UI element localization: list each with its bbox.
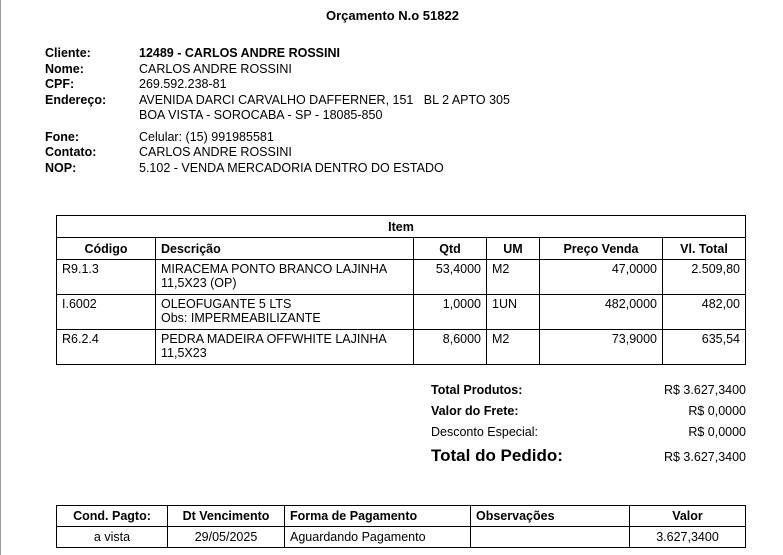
item-vl-total: 482,00	[663, 295, 746, 330]
customer-value-nome: CARLOS ANDRE ROSSINI	[139, 61, 292, 76]
item-descricao-line2: 11,5X23 (OP)	[161, 276, 237, 290]
customer-value-cliente: 12489 - CARLOS ANDRE ROSSINI	[139, 46, 340, 60]
item-descricao	[156, 330, 414, 365]
item-qtd: 1,0000	[414, 295, 487, 330]
items-col-preco-venda: Preço Venda	[540, 238, 663, 260]
totals-value-frete: R$ 0,0000	[688, 404, 746, 418]
totals-label-produtos: Total Produtos:	[431, 383, 523, 397]
payment-col-observacoes: Observações	[471, 506, 630, 527]
item-um: 1UN	[487, 295, 540, 330]
items-col-descricao: Descrição	[156, 238, 414, 260]
item-preco-venda: 73,9000	[540, 330, 663, 365]
items-col-qtd: Qtd	[414, 238, 487, 260]
item-codigo: R6.2.4	[57, 330, 156, 365]
totals-block	[431, 383, 746, 466]
table-row	[57, 527, 746, 548]
item-vl-total: 2.509,80	[663, 260, 746, 295]
item-descricao-line2: 11,5X23	[161, 346, 207, 360]
customer-row-endereco-continuation	[45, 108, 510, 124]
item-preco-venda: 482,0000	[540, 295, 663, 330]
customer-label-fone: Fone:	[45, 129, 80, 144]
item-qtd: 53,4000	[414, 260, 487, 295]
page-title: Orçamento N.o 51822	[326, 8, 459, 23]
customer-value-nop: 5.102 - VENDA MERCADORIA DENTRO DO ESTADO	[139, 160, 444, 175]
item-um: M2	[487, 330, 540, 365]
totals-value-produtos: R$ 3.627,3400	[663, 383, 746, 397]
item-preco-venda: 47,0000	[540, 260, 663, 295]
table-row	[57, 260, 746, 295]
items-table-header-row	[57, 238, 746, 260]
item-um: M2	[487, 260, 540, 295]
item-descricao-line2: Obs: IMPERMEABILIZANTE	[161, 311, 321, 325]
payment-valor: 3.627,3400	[630, 527, 746, 548]
totals-label-frete: Valor do Frete:	[431, 404, 519, 418]
item-codigo: R9.1.3	[57, 260, 156, 295]
totals-row-frete	[431, 404, 746, 418]
item-descricao-line1: MIRACEMA PONTO BRANCO LAJINHA	[161, 262, 388, 276]
items-table-group-header: Item	[57, 216, 746, 238]
item-descricao	[156, 295, 414, 330]
customer-info-block	[45, 46, 510, 176]
payment-cond-pagto: a vista	[57, 527, 168, 548]
payment-forma-pagamento: Aguardando Pagamento	[285, 527, 471, 548]
payment-dt-vencimento: 29/05/2025	[168, 527, 285, 548]
items-table	[56, 215, 746, 365]
item-qtd: 8,6000	[414, 330, 487, 365]
totals-row-produtos	[431, 383, 746, 397]
customer-value-fone: Celular: (15) 991985581	[139, 129, 274, 144]
payment-col-valor: Valor	[630, 506, 746, 527]
customer-value-endereco: AVENIDA DARCI CARVALHO DAFFERNER, 151 BL 2 APTO 305	[139, 92, 510, 107]
customer-row-cpf	[45, 77, 510, 93]
items-table-group-header-row	[57, 216, 746, 238]
items-col-vl-total: Vl. Total	[663, 238, 746, 260]
customer-row-fone	[45, 130, 510, 146]
item-codigo: I.6002	[57, 295, 156, 330]
payment-observacoes	[471, 527, 630, 548]
customer-label-nop: NOP:	[45, 160, 77, 175]
table-row	[57, 295, 746, 330]
customer-label-contato: Contato:	[45, 145, 97, 159]
item-descricao	[156, 260, 414, 295]
totals-value-desconto: R$ 0,0000	[688, 425, 746, 439]
payment-col-forma-pagamento: Forma de Pagamento	[285, 506, 471, 527]
customer-row-contato	[45, 145, 510, 161]
item-descricao-line1: OLEOFUGANTE 5 LTS	[161, 297, 292, 311]
payment-col-cond-pagto: Cond. Pagto:	[57, 506, 168, 527]
customer-row-nop	[45, 161, 510, 177]
item-vl-total: 635,54	[663, 330, 746, 365]
payment-table	[56, 505, 746, 548]
customer-value-contato: CARLOS ANDRE ROSSINI	[139, 145, 292, 159]
payment-col-dt-vencimento: Dt Vencimento	[168, 506, 285, 527]
totals-row-desconto	[431, 425, 746, 439]
totals-label-desconto: Desconto Especial:	[431, 425, 539, 439]
table-row	[57, 330, 746, 365]
totals-label-total-pedido: Total do Pedido:	[431, 446, 563, 465]
item-descricao-line1: PEDRA MADEIRA OFFWHITE LAJINHA	[161, 332, 387, 346]
customer-label-endereco: Endereço:	[45, 92, 107, 107]
customer-value-endereco-continuation: BOA VISTA - SOROCABA - SP - 18085-850	[139, 108, 383, 122]
items-col-um: UM	[487, 238, 540, 260]
customer-row-endereco	[45, 93, 510, 109]
customer-row-nome	[45, 62, 510, 78]
totals-value-total-pedido: R$ 3.627,3400	[663, 450, 746, 464]
totals-row-total-pedido	[431, 446, 746, 466]
items-col-codigo: Código	[57, 238, 156, 260]
customer-label-cliente: Cliente:	[45, 46, 91, 60]
payment-table-header-row	[57, 506, 746, 527]
customer-label-cpf: CPF:	[45, 77, 75, 91]
customer-label-nome: Nome:	[45, 61, 84, 76]
customer-value-cpf: 269.592.238-81	[139, 77, 227, 91]
customer-row-cliente	[45, 46, 510, 62]
